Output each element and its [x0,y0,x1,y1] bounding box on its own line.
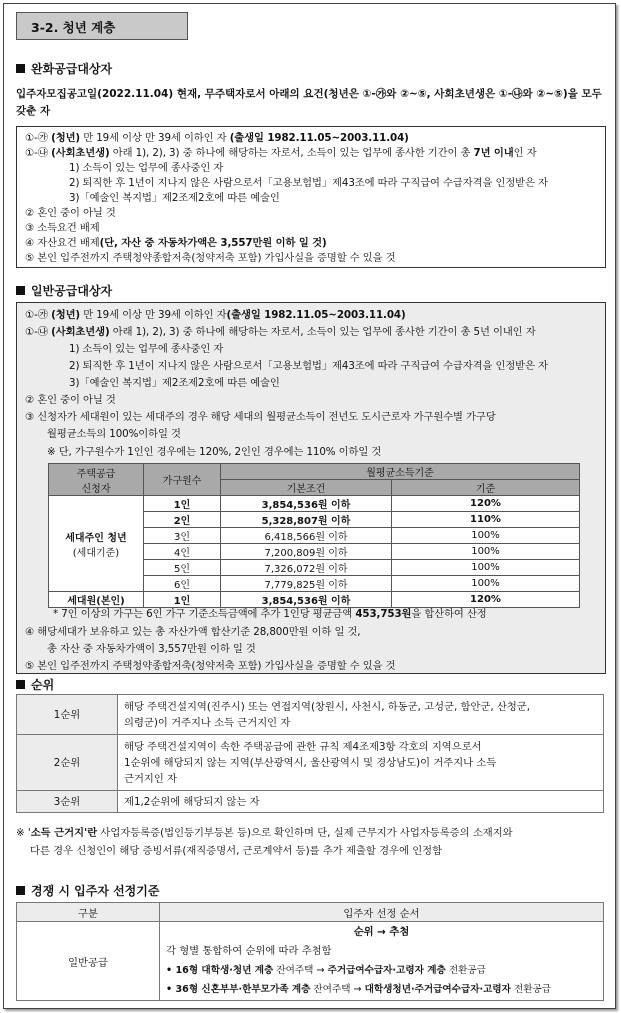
section-title-box [16,12,188,40]
square-bullet-icon [16,886,25,895]
th-income: 월평균소득기준 [221,464,580,480]
general-line-youth: ①-㉮ (청년) 만 19세 이상 만 39세 이하인 자(출생일 1982.11.05~2003.11.04) [25,309,406,321]
relaxed-line-sub1: 1) 소득이 있는 업무에 종사중인 자 [69,162,224,174]
square-bullet-icon [16,680,25,689]
th-members: 가구원수 [144,464,221,496]
relaxed-line-youth: ①-㉮ (청년) 만 19세 이상 만 39세 이하인 자 (출생일 1982.11.05~2003.11.04) [25,132,409,144]
selection-table [16,902,604,1001]
table-row: 3인 6,418,566원 이하 100% [49,528,580,544]
group-householder: 세대주인 청년 (세대기준) [49,496,144,592]
relaxed-line-sub2: 2) 퇴직한 후 1년이 지나지 않은 사람으로서「고용보험법」제43조에 따라 구직급여 수급자격을 인정받은 자 [69,177,548,189]
relaxed-line-sub3: 3)「예술인 복지법」제2조제2호에 따른 예술인 [69,192,280,204]
table-header-row: 구분 입주자 선정 순서 [17,903,604,922]
income-base-note: ※ '소득 근거지'란 사업자등록증(법인등기부등본 등)으로 확인하며 단, 실제 근무지가 사업자등록증의 소재지와 다른 경우 신청인이 해당 증빙서류(재직증명서, 근로계약서 등)를 추가 제출할 경우에 인정함 [16,827,513,857]
general-heading: 일반공급대상자 [16,282,112,299]
general-line-sub2: 2) 퇴직한 후 1년이 지나지 않은 사람으로서「고용보험법」제43조에 따라 구직급여 수급자격을 인정받은 자 [69,360,548,372]
relaxed-line-asset: ④ 자산요건 배제(단, 자산 중 자동차가액은 3,557만원 이하 일 것) [25,237,327,249]
relaxed-intro: 입주자모집공고일(2022.11.04) 현재, 무주택자로서 아래의 요건(청년은 ①-㉮와 ②~⑤, 사회초년생은 ①-㉯와 ②~⑤)을 모두 갖춘 자 [16,88,602,117]
table-row: 2순위 해당 주택건설지역이 속한 주택공급에 관한 규칙 제4조제3항 각호의 지역으로서 1순위에 해당되지 않는 지역(부산광역시, 울산광역시 및 경상남도)이 거주지나 소득 근거지인 자 [17,735,604,791]
table-row: 일반공급 순위 → 추첨 각 형별 통합하여 순위에 따라 추첨함 • 16형 대학생·청년 계층 잔여주택 → 주거급여수급자·고령자 계층 전환공급 • 36형 신혼부부·한부모가족 계층 잔여주택 → 대학생청년·주거급여수급자·고령자 전환공급 [17,922,604,1001]
general-line-asset: ④ 해당세대가 보유하고 있는 총 자산가액 합산기준 28,800만원 이하 일 것, [25,626,361,638]
th-applicant: 주택공급 신청자 [49,464,144,496]
general-line-asset-cont: 총 자산 중 자동차가액이 3,557만원 이하 일 것 [47,643,256,655]
general-line-savings: ⑤ 본인 입주전까지 주택청약종합저축(청약저축 포함) 가입사실을 증명할 수 있을 것 [25,660,396,672]
table-row: 2인 5,328,807원 이하 110% [49,512,580,528]
table-row: 1순위 해당 주택건설지역(진주시) 또는 연접지역(창원시, 사천시, 하동군, 고성군, 함안군, 산청군, 의령군)이 거주지나 소득 근거지인 자 [17,695,604,735]
table-row: 5인 7,326,072원 이하 100% [49,560,580,576]
general-line-income-note: ※ 단, 가구원수가 1인인 경우에는 120%, 2인인 경우에는 110% 이하일 것 [47,446,382,458]
relaxed-line-newcomer: ①-㉯ (사회초년생) 아래 1), 2), 3) 중 하나에 해당하는 자로서, 소득이 있는 업무에 종사한 기간이 총 7년 이내인 자 [25,147,537,159]
selection-heading: 경쟁 시 입주자 선정기준 [16,882,159,899]
square-bullet-icon [16,286,25,295]
table-row: 세대원(본인) 1인 3,854,536원 이하 120% [49,592,580,608]
document-frame [3,3,616,1009]
general-line-income: ③ 신청자가 세대원이 있는 세대주의 경우 해당 세대의 월평균소득이 전년도 도시근로자 가구원수별 가구당 [25,411,496,423]
relaxed-criteria-box [16,126,606,268]
group-member: 세대원(본인) [49,592,144,608]
general-line-sub1: 1) 소득이 있는 업무에 종사중인 자 [69,343,224,355]
relaxed-line-marriage: ② 혼인 중이 아닐 것 [25,207,116,219]
relaxed-line-savings: ⑤ 본인 입주전까지 주택청약종합저축(청약저축 포함) 가입사실을 증명할 수 있을 것 [25,252,396,264]
table-row: 6인 7,779,825원 이하 100% [49,576,580,592]
general-line-extra-note: * 7인 이상의 가구는 6인 가구 기준소득금액에 추가 1인당 평균금액 453,753원을 합산하여 산정 [53,608,487,620]
section-title: 3-2. 청년 계층 [31,20,116,35]
rank-table [16,694,604,813]
general-line-income-cont: 월평균소득의 100%이하일 것 [47,428,181,440]
table-row: 세대주인 청년 (세대기준) 1인 3,854,536원 이하 120% [49,496,580,512]
general-line-newcomer: ①-㉯ (사회초년생) 아래 1), 2), 3) 중 하나에 해당하는 자로서, 소득이 있는 업무에 종사한 기간이 총 5년 이내인 자 [25,326,536,338]
relaxed-heading: 완화공급대상자 [16,60,112,77]
th-basis: 기본조건 [221,480,392,496]
table-row: 3순위 제1,2순위에 해당되지 않는 자 [17,791,604,813]
general-line-marriage: ② 혼인 중이 아닐 것 [25,394,116,406]
th-std: 기준 [392,480,580,496]
table-row: 4인 7,200,809원 이하 100% [49,544,580,560]
square-bullet-icon [16,64,25,73]
relaxed-line-income: ③ 소득요건 배제 [25,222,100,234]
general-line-sub3: 3)「예술인 복지법」제2조제2호에 따른 예술인 [69,377,280,389]
rank-heading: 순위 [16,676,54,693]
income-table [48,463,580,608]
